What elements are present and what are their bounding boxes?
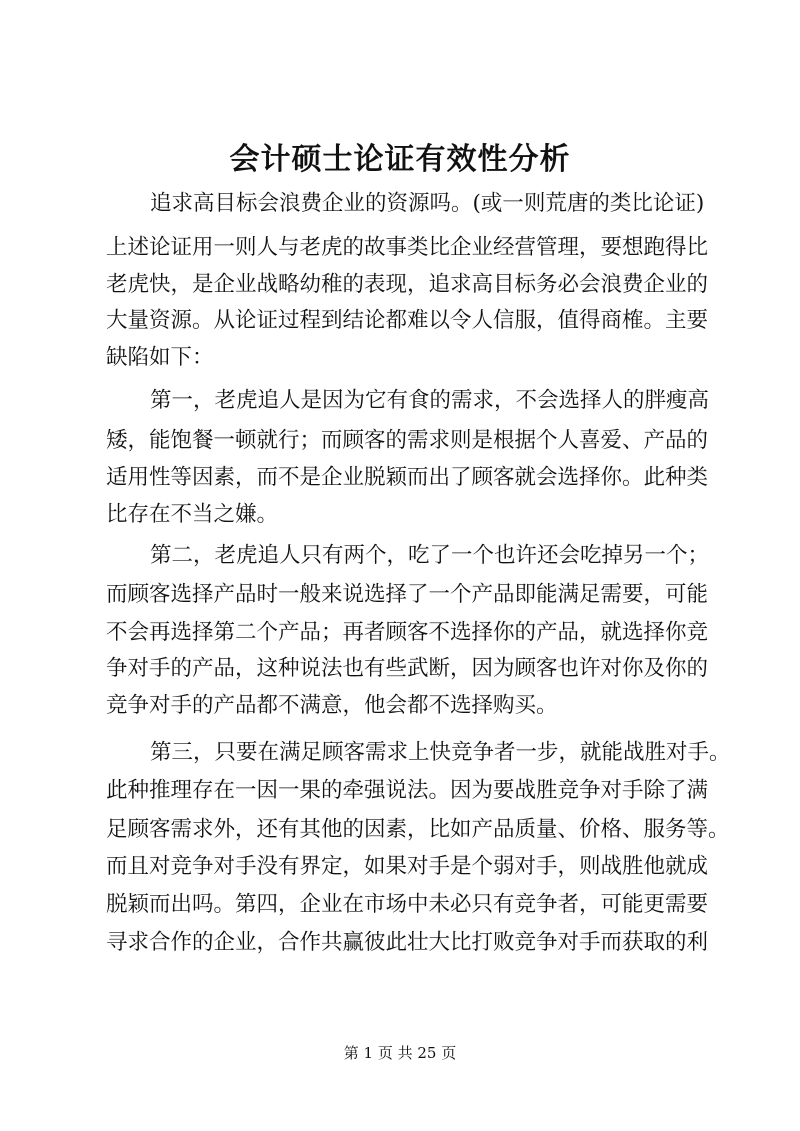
text-line: 追求高目标会浪费企业的资源吗。(或一则荒唐的类比论证) <box>150 191 705 216</box>
text-line: 第一，老虎追人是因为它有食的需求，不会选择人的胖瘦高 <box>150 388 710 413</box>
text-line: 比存在不当之嫌。 <box>106 502 279 527</box>
text-line: 适用性等因素，而不是企业脱颖而出了顾客就会选择你。此种类 <box>106 465 709 490</box>
text-line: 脱颖而出吗。第四，企业在市场中未必只有竞争者，可能更需要 <box>106 892 709 917</box>
text-line: 大量资源。从论证过程到结论都难以令人信服，值得商榷。主要 <box>106 308 709 333</box>
text-line: 不会再选择第二个产品；再者顾客不选择你的产品，就选择你竞 <box>106 620 709 645</box>
text-line: 寻求合作的企业，合作共赢彼此壮大比打败竞争对手而获取的利 <box>106 930 709 955</box>
text-line: 而顾客选择产品时一般来说选择了一个产品即能满足需要，可能 <box>106 582 709 607</box>
text-line: 此种推理存在一因一果的牵强说法。因为要战胜竞争对手除了满 <box>106 778 709 803</box>
text-line: 足顾客需求外，还有其他的因素，比如产品质量、价格、服务等。 <box>106 817 730 842</box>
text-line: 而且对竞争对手没有界定，如果对手是个弱对手，则战胜他就成 <box>106 854 709 879</box>
text-line: 上述论证用一则人与老虎的故事类比企业经营管理，要想跑得比 <box>106 235 709 260</box>
text-line: 第三，只要在满足顾客需求上快竞争者一步，就能战胜对手。 <box>150 740 731 765</box>
page-title: 会计硕士论证有效性分析 <box>229 142 571 177</box>
text-line: 矮，能饱餐一顿就行；而顾客的需求则是根据个人喜爱、产品的 <box>106 428 709 453</box>
page-number-footer: 第 1 页 共 25 页 <box>343 1044 457 1062</box>
text-line: 竞争对手的产品都不满意，他会都不选择购买。 <box>106 693 558 718</box>
text-line: 缺陷如下： <box>106 345 214 370</box>
text-line: 争对手的产品，这种说法也有些武断，因为顾客也许对你及你的 <box>106 656 709 681</box>
text-line: 老虎快，是企业战略幼稚的表现，追求高目标务必会浪费企业的 <box>106 272 709 297</box>
text-line: 第二，老虎追人只有两个，吃了一个也许还会吃掉另一个； <box>150 543 710 568</box>
